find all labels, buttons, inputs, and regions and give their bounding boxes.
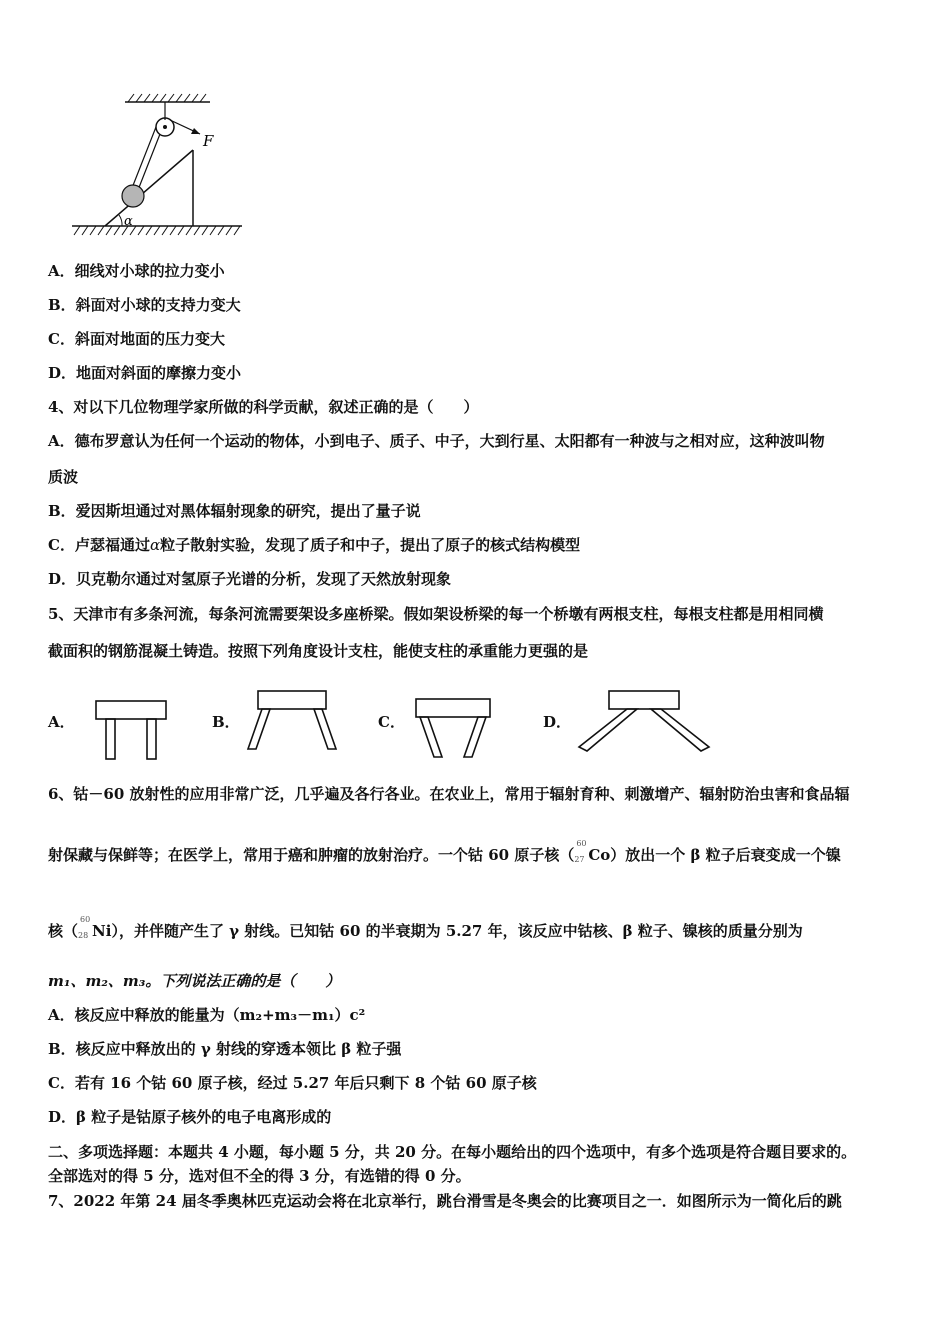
q6-stem-line1: 6、钴－60 放射性的应用非常广泛，几乎遍及各行各业。在农业上，常用于辐射育种、刺激增产、辐射防治虫害和食品辐 xyxy=(48,785,850,803)
q4-option-b: B．爱因斯坦通过对黑体辐射现象的研究，提出了量子说 xyxy=(48,502,421,520)
pillar-design-b xyxy=(244,687,340,753)
q5-stem-line2: 截面积的钢筋混凝土铸造。按照下列角度设计支柱，能使支柱的承重能力更强的是 xyxy=(48,642,589,660)
cobalt-z: 27 xyxy=(574,855,585,864)
q5-label-b: B． xyxy=(212,713,240,731)
q3-option-a: A．细线对小球的拉力变小 xyxy=(48,262,225,280)
q4-option-d: D．贝克勒尔通过对氢原子光谱的分析，发现了天然放射现象 xyxy=(48,570,452,588)
q6-line2-post: ）放出一个 β 粒子后衰变成一个镍 xyxy=(610,846,841,864)
cobalt-mass: 60 xyxy=(576,839,587,848)
q6-stem-line3 xyxy=(48,915,803,941)
q4-option-a-line2: 质波 xyxy=(48,468,79,486)
nickel-isotope xyxy=(78,915,92,941)
q4-stem: 4、对以下几位物理学家所做的科学贡献，叙述正确的是（ ） xyxy=(48,398,479,416)
pillar-design-a xyxy=(92,697,172,763)
q5-label-c: C． xyxy=(378,713,405,731)
q4-option-c-pre: C．卢瑟福通过 xyxy=(48,536,150,554)
q4-option-c xyxy=(48,536,580,554)
pillar-design-d xyxy=(577,687,711,757)
angle-label: α xyxy=(124,214,133,229)
q6-stem-line4: m₁、m₂、m₃。下列说法正确的是（ ） xyxy=(48,972,341,990)
q3-option-c: C．斜面对地面的压力变大 xyxy=(48,330,225,348)
q6-line3-pre: 核（ xyxy=(48,922,79,940)
q5-label-d: D． xyxy=(543,713,572,731)
q4-option-c-post: 粒子散射实验，发现了质子和中子，提出了原子的核式结构模型 xyxy=(160,536,581,554)
q6-line2-pre: 射保藏与保鲜等；在医学上，常用于癌和肿瘤的放射治疗。一个钴 60 原子核（ xyxy=(48,846,575,864)
incline-pulley-figure xyxy=(60,92,260,242)
q6-option-b: B．核反应中释放出的 γ 射线的穿透本领比 β 粒子强 xyxy=(48,1040,402,1058)
q3-option-b: B．斜面对小球的支持力变大 xyxy=(48,296,241,314)
alpha-symbol: α xyxy=(149,536,161,554)
section2-line2: 全部选对的得 5 分，选对但不全的得 3 分，有选错的得 0 分。 xyxy=(48,1167,471,1185)
cobalt-symbol: Co xyxy=(588,846,611,864)
q6-option-a: A．核反应中释放的能量为（m₂+m₃－m₁）c² xyxy=(48,1006,366,1024)
nickel-symbol: Ni xyxy=(92,922,112,940)
q3-option-d: D．地面对斜面的摩擦力变小 xyxy=(48,364,242,382)
section2-line1: 二、多项选择题：本题共 4 小题，每小题 5 分，共 20 分。在每小题给出的四个选项中，有多个选项是符合题目要求的。 xyxy=(48,1143,857,1161)
q6-option-d: D．β 粒子是钴原子核外的电子电离形成的 xyxy=(48,1108,332,1126)
q5-stem-line1: 5、天津市有多条河流，每条河流需要架设多座桥梁。假如架设桥梁的每一个桥墩有两根支柱，每根支柱都是用相同横 xyxy=(48,605,824,623)
cobalt-isotope xyxy=(574,839,588,865)
nickel-mass: 60 xyxy=(80,915,91,924)
force-label: F xyxy=(203,132,214,150)
nickel-z: 28 xyxy=(78,931,89,940)
q4-option-a-line1: A．德布罗意认为任何一个运动的物体，小到电子、质子、中子，大到行星、太阳都有一种波与之相对应，这种波叫物 xyxy=(48,432,825,450)
q6-stem-line2 xyxy=(48,839,841,865)
q6-line3-post: ），并伴随产生了 γ 射线。已知钴 60 的半衰期为 5.27 年，该反应中钴核、β 粒子、镍核的质量分别为 xyxy=(111,922,803,940)
q7-stem-line1: 7、2022 年第 24 届冬季奥林匹克运动会将在北京举行，跳台滑雪是冬奥会的比赛项目之一．如图所示为一简化后的跳 xyxy=(48,1192,842,1210)
pillar-design-c xyxy=(412,695,496,761)
q6-option-c: C．若有 16 个钴 60 原子核，经过 5.27 年后只剩下 8 个钴 60 原子核 xyxy=(48,1074,537,1092)
q5-label-a: A． xyxy=(48,713,75,731)
